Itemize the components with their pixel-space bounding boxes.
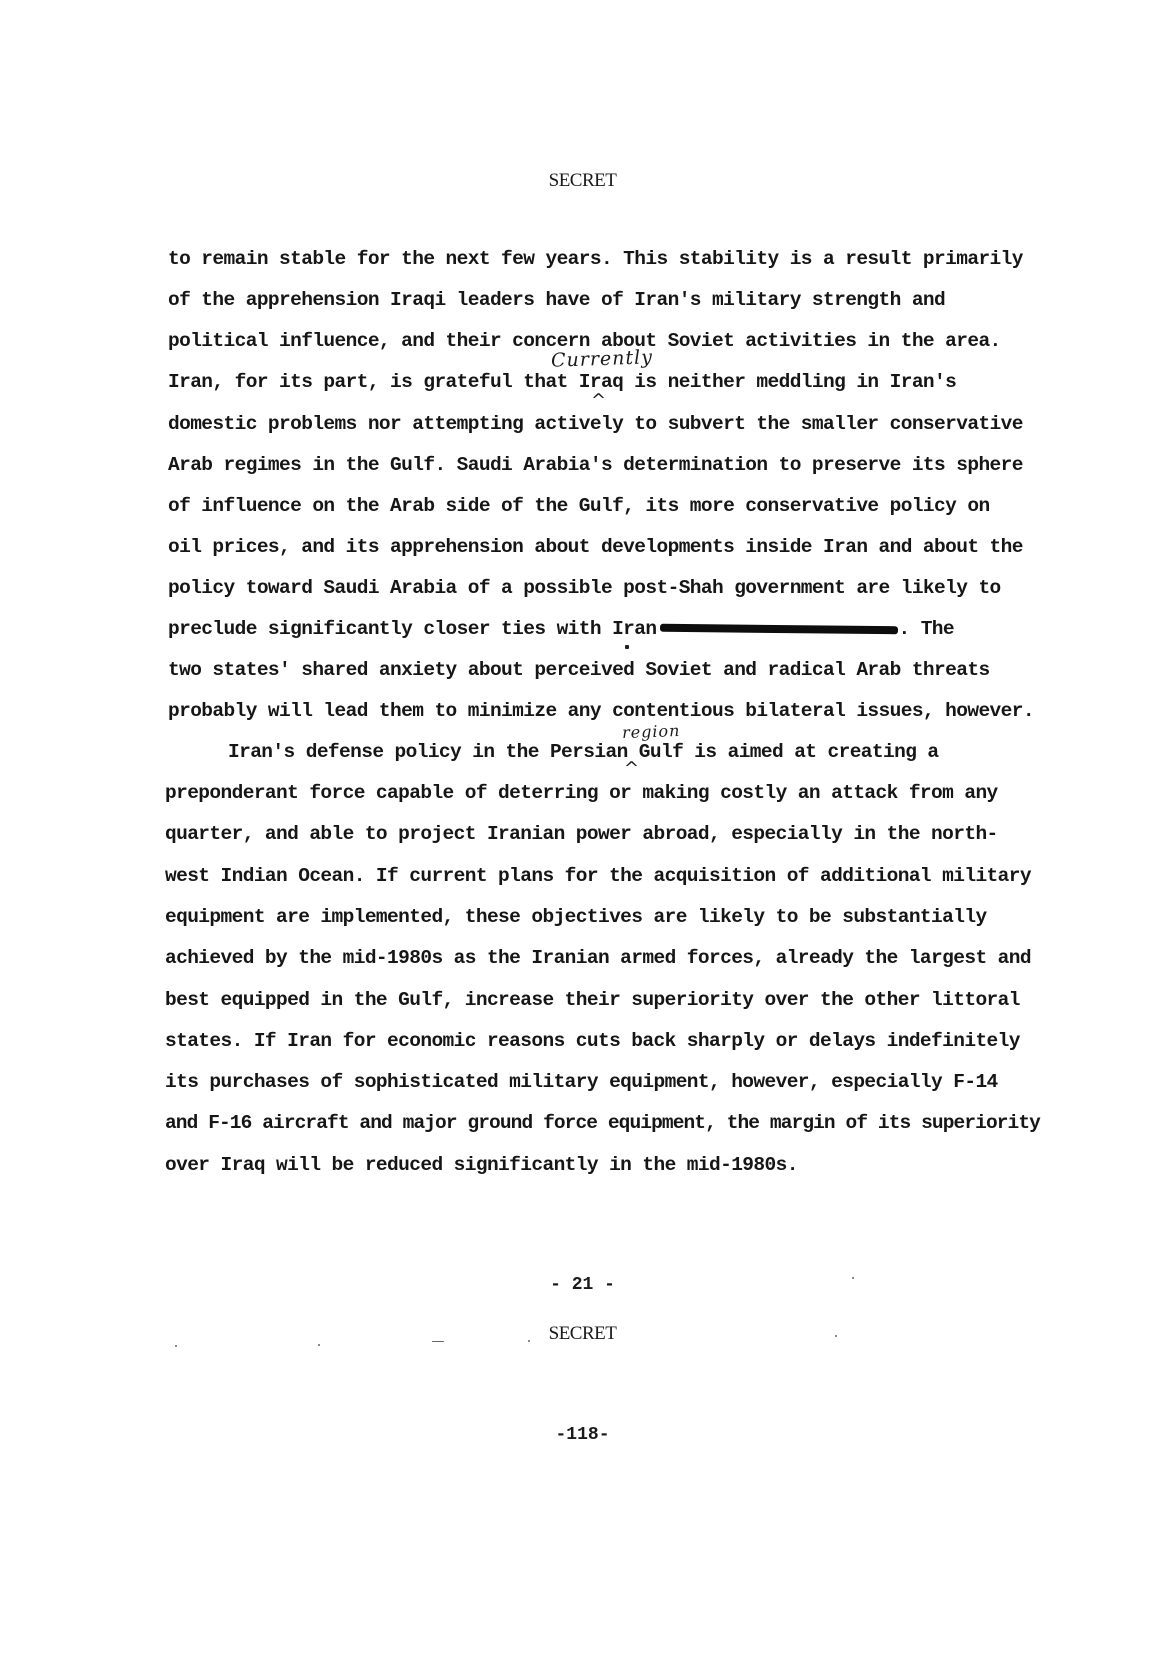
body-line-15: quarter, and able to project Iranian power abroad, especially in the north- — [165, 823, 998, 845]
body-line-17: equipment are implemented, these objectives are likely to be substantially — [165, 906, 987, 928]
page-number: - 21 - — [550, 1275, 615, 1295]
body-line-6: Arab regimes in the Gulf. Saudi Arabia's determination to preserve its sphere — [168, 454, 1023, 476]
scan-speck — [175, 1345, 177, 1347]
body-line-10-text: preclude significantly closer ties with Iran — [168, 618, 657, 640]
scan-speck — [528, 1340, 530, 1342]
body-line-23: over Iraq will be reduced significantly in the mid-1980s. — [165, 1154, 798, 1176]
body-line-7: of influence on the Arab side of the Gulf, its more conservative policy on — [168, 495, 990, 517]
body-line-22: and F-16 aircraft and major ground force equipment, the margin of its superiority — [165, 1112, 1040, 1134]
body-line-10 — [168, 620, 954, 640]
body-line-1: to remain stable for the next few years. This stability is a result primarily — [168, 248, 1023, 270]
body-line-2: of the apprehension Iraqi leaders have of Iran's military strength and — [168, 289, 946, 311]
body-line-10-trailing: . The — [898, 618, 954, 640]
body-line-19: best equipped in the Gulf, increase their superiority over the other littoral — [165, 989, 1020, 1011]
scan-speck — [852, 1277, 854, 1279]
insertion-caret-1: ^ — [591, 390, 607, 411]
body-line-16: west Indian Ocean. If current plans for the acquisition of additional military — [165, 865, 1031, 887]
insertion-caret-2: ^ — [624, 758, 640, 779]
body-line-14: preponderant force capable of deterring or making costly an attack from any — [165, 782, 998, 804]
body-line-9: policy toward Saudi Arabia of a possible post-Shah government are likely to — [168, 577, 1001, 599]
body-line-11: two states' shared anxiety about perceived Soviet and radical Arab threats — [168, 659, 990, 681]
footer-classification: SECRET — [548, 1323, 617, 1344]
body-line-21: its purchases of sophisticated military equipment, however, especially F-14 — [165, 1071, 998, 1093]
body-line-4: Iran, for its part, is grateful that Iraq is neither meddling in Iran's — [168, 371, 957, 393]
body-line-18: achieved by the mid-1980s as the Iranian armed forces, already the largest and — [165, 947, 1031, 969]
scan-speck — [318, 1344, 320, 1346]
body-line-20: states. If Iran for economic reasons cuts back sharply or delays indefinitely — [165, 1030, 1020, 1052]
redaction-bar — [660, 624, 898, 634]
header-classification: SECRET — [548, 170, 617, 191]
scan-speck — [432, 1341, 444, 1342]
body-line-3: political influence, and their concern about Soviet activities in the area. — [168, 330, 1001, 352]
handwritten-insert-currently: Currently — [550, 346, 654, 372]
body-line-12: probably will lead them to minimize any contentious bilateral issues, however. — [168, 700, 1034, 722]
handwritten-insert-region: region — [621, 720, 681, 743]
body-line-13: Iran's defense policy in the Persian Gulf is aimed at creating a — [228, 741, 939, 763]
archive-page-number: -118- — [555, 1425, 610, 1445]
scan-speck — [835, 1335, 837, 1337]
scan-speck — [625, 645, 629, 649]
body-line-8: oil prices, and its apprehension about developments inside Iran and about the — [168, 536, 1023, 558]
body-line-5: domestic problems nor attempting actively to subvert the smaller conservative — [168, 413, 1023, 435]
